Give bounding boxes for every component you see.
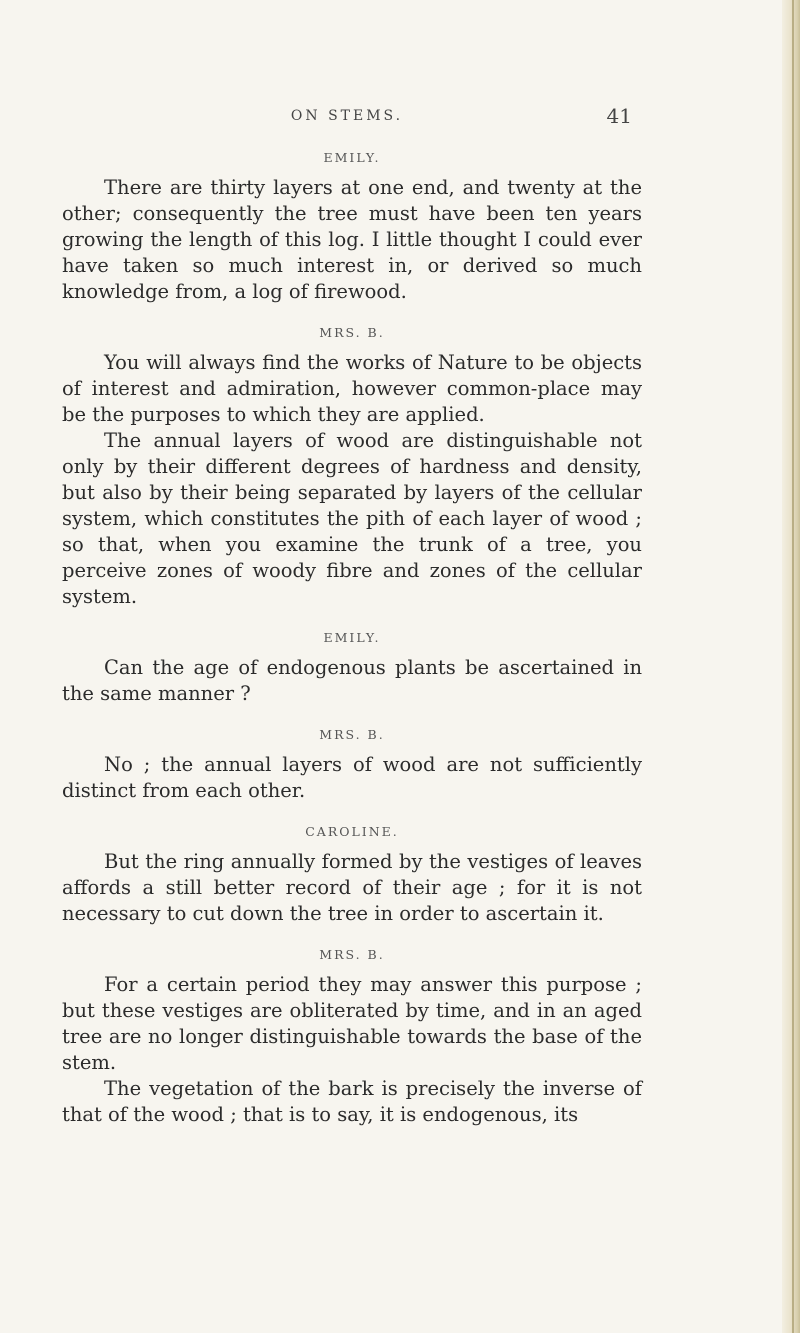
paragraph: The annual layers of wood are distinguishable not only by their different degrees of hardness and density, but also by their being separated by layers of the cellular system, which constitutes the pith of each layer of wood ; so that, when you examine the trunk of a tree, you perceive zones of woody fibre and zones of the cellular system. <box>62 429 642 608</box>
speaker-label: MRS. B. <box>319 727 385 742</box>
paragraph: You will always find the works of Nature to be objects of interest and admiration, however common-place may be the purposes to which they are applied. <box>62 351 642 426</box>
paragraph: There are thirty layers at one end, and twenty at the other; consequently the tree must have been ten years growing the length of this log. I little thought I could ever have taken so much interest in, or derived so much knowledge from, a log of firewood. <box>62 176 642 303</box>
paragraph: For a certain period they may answer this purpose ; but these vestiges are obliterated by time, and in an aged tree are no longer distinguishable towards the base of the stem. <box>62 973 642 1074</box>
paragraph: Can the age of endogenous plants be ascertained in the same manner ? <box>62 656 642 705</box>
page-edge <box>782 0 800 1333</box>
paragraph: But the ring annually formed by the vestiges of leaves affords a still better record of their age ; for it is not necessary to cut down the tree in order to ascertain it. <box>62 850 642 925</box>
speaker-label: CAROLINE. <box>305 824 399 839</box>
page-edge-line <box>792 0 794 1333</box>
running-head-title: ON STEMS. <box>290 108 404 124</box>
body-text <box>62 140 642 1128</box>
speaker-label: MRS. B. <box>319 325 385 340</box>
speaker-label: MRS. B. <box>319 947 385 962</box>
speaker-label: EMILY. <box>323 150 381 165</box>
paragraph: The vegetation of the bark is precisely the inverse of that of the wood ; that is to say, it is endogenous, its <box>62 1077 642 1126</box>
speaker-label: EMILY. <box>323 630 381 645</box>
page-number: 41 <box>606 104 632 128</box>
paragraph: No ; the annual layers of wood are not sufficiently distinct from each other. <box>62 753 642 802</box>
running-head <box>62 104 632 132</box>
